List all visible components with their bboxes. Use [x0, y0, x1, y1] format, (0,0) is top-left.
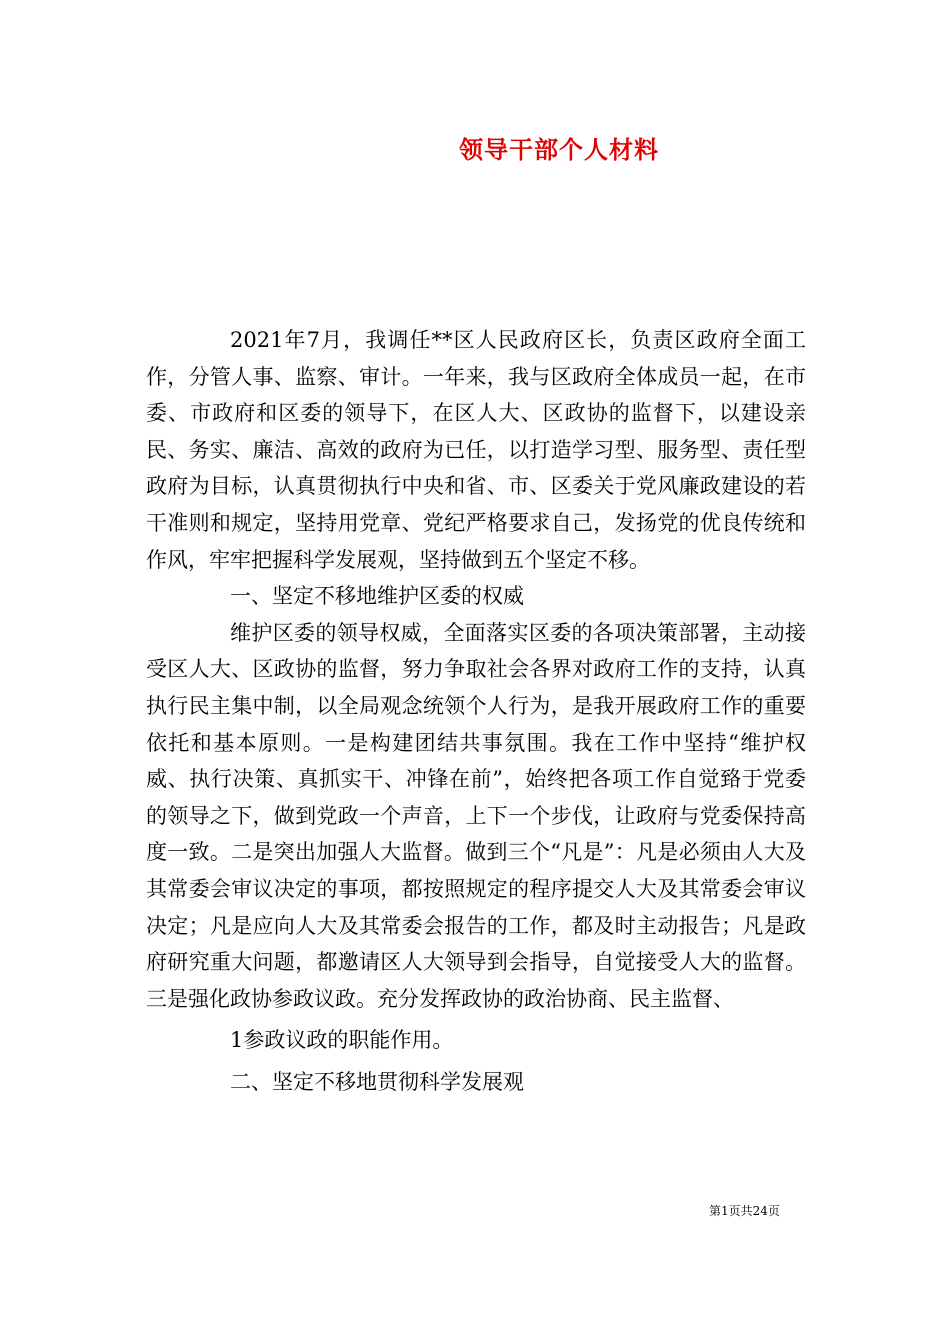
document-body	[146, 322, 806, 1100]
section-heading-2: 二、坚定不移地贯彻科学发展观	[230, 1069, 524, 1094]
document-title: 领导干部个人材料	[459, 135, 659, 164]
intro-paragraph: 2021年7月，我调任**区人民政府区长，负责区政府全面工作，分管人事、监察、审计。一年来，我与区政府全体成员一起，在市委、市政府和区委的领导下，在区人大、区政协的监督下，以建设亲民、务实、廉洁、高效的政府为已任，以打造学习型、服务型、责任型政府为目标，认真贯彻执行中央和省、市、区委关于党风廉政建设的若干准则和规定，坚持用党章、党纪严格要求自己，发扬党的优良传统和作风，牢牢把握科学发展观，坚持做到五个坚定不移。	[146, 328, 806, 572]
page-number: 第1页共24页	[709, 1204, 780, 1218]
section-1-paragraph: 维护区委的领导权威，全面落实区委的各项决策部署，主动接受区人大、区政协的监督，努力争取社会各界对政府工作的支持，认真执行民主集中制，以全局观念统领个人行为，是我开展政府工作的重要依托和基本原则。一是构建团结共事氛围。我在工作中坚持“维护权威、执行决策、真抓实干、冲锋在前”，始终把各项工作自觉臵于党委的领导之下，做到党政一个声音，上下一个步伐，让政府与党委保持高度一致。二是突出加强人大监督。做到三个“凡是”：凡是必须由人大及其常委会审议决定的事项，都按照规定的程序提交人大及其常委会审议决定；凡是应向人大及其常委会报告的工作，都及时主动报告；凡是政府研究重大问题，都邀请区人大领导到会指导，自觉接受人大的监督。三是强化政协参政议政。充分发挥政协的政治协商、民主监督、	[146, 620, 806, 1011]
section-heading-1: 一、坚定不移地维护区委的权威	[230, 584, 524, 609]
continuation-line: 1参政议政的职能作用。	[230, 1028, 454, 1053]
